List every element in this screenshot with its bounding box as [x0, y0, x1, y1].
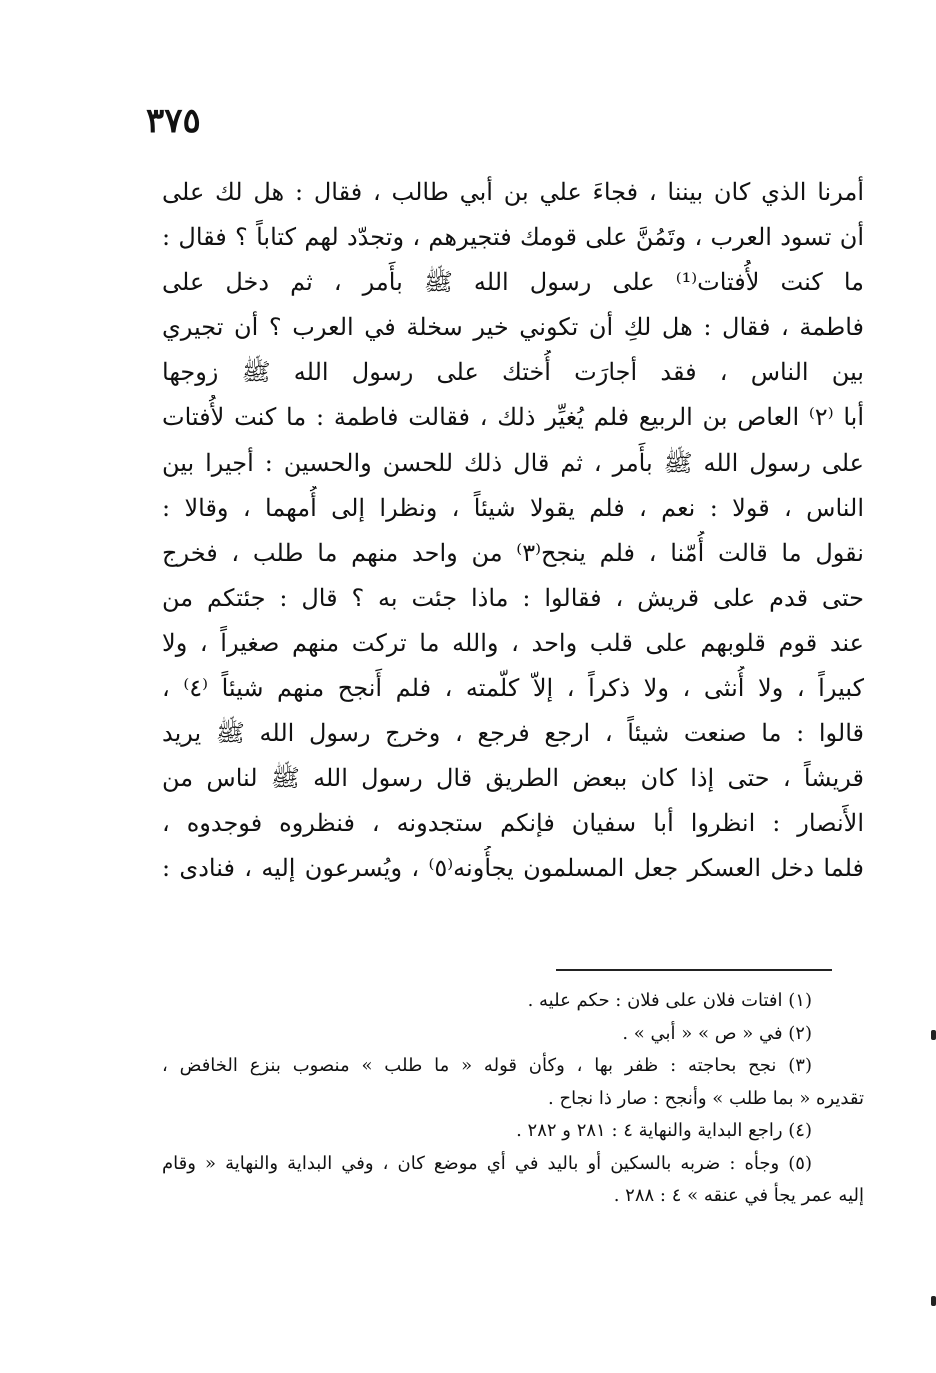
- body-line: الأَنصار : انظروا أبا سفيان فإنكم ستجدونه ، فنظروه فوجدوه ،: [162, 809, 864, 838]
- footnote-3-continued: تقديره « بما طلب » وأنجح : صار ذا نجاح .: [548, 1087, 864, 1109]
- footnote-5: (٥) وجأه : ضربه بالسكين أو باليد في أي موضع كان ، وفي البداية والنهاية « وقام: [162, 1152, 812, 1174]
- footnote-2: (٢) في « ص » « أبي » .: [622, 1022, 812, 1044]
- footnotes: [162, 985, 864, 1213]
- page-number: ٣٧٥: [146, 101, 201, 141]
- body-line: قريشاً ، حتى إذا كان ببعض الطريق قال رسول الله ﷺ لناس من: [162, 764, 864, 793]
- body-line: نقول ما قالت أُمّنا ، فلم ينجح⁽٣⁾ من واحد منهم ما طلب ، فخرج: [162, 538, 864, 567]
- body-line: ما كنت لأُفتات⁽¹⁾ على رسول الله ﷺ بأَمر ، ثم دخل على: [162, 268, 864, 297]
- body-line: أمرنا الذي كان بيننا ، فجاءَ علي بن أبي طالب ، فقال : هل لك على: [162, 178, 864, 206]
- body-line: فاطمة ، فقال : هل لكِ أن تكوني خير سخلة في العرب ؟ أن تجيري: [162, 313, 864, 342]
- footnote-5-continued: إليه عمر يجأ في عنقه » ٤ : ٢٨٨ .: [613, 1185, 864, 1206]
- body-line: أبا ⁽٢⁾ العاص بن الربيع فلم يُغيِّر ذلك ، فقالت فاطمة : ما كنت لأُفتات: [162, 403, 864, 432]
- footnote-1: (١) افتات فلان على فلان : حكم عليه .: [527, 990, 812, 1011]
- main-text: [162, 170, 864, 892]
- body-line: الناس ، قولا : نعم ، فلم يقولا شيئاً ، ونظرا إلى أُمهما ، وقالا :: [162, 493, 864, 522]
- body-line: بين الناس ، فقد أجارَت أُختك على رسول الله ﷺ زوجها: [162, 358, 864, 387]
- scan-edge-mark: [931, 1296, 936, 1306]
- scan-edge-mark: [931, 1030, 936, 1040]
- body-line: أن تسود العرب ، وتَمُنَّ على قومك فتجيرهم ، وتجدّد لهم كتاباً ؟ فقال :: [162, 223, 864, 252]
- body-line: حتى قدم على قريش ، فقالوا : ماذا جئت به ؟ قال : جئتكم من: [162, 583, 864, 612]
- body-line: كبيراً ، ولا أُنثى ، ولا ذكراً ، إلاّ كلّمته ، فلم أَنجح منهم شيئاً ⁽٤⁾ ،: [162, 674, 864, 703]
- footnote-4: (٤) راجع البداية والنهاية ٤ : ٢٨١ و ٢٨٢ .: [516, 1120, 812, 1141]
- body-line: على رسول الله ﷺ بأَمر ، ثم قال ذلك للحسن والحسين : أجيرا بين: [162, 448, 864, 477]
- body-line: فلما دخل العسكر جعل المسلمون يجأُونه⁽٥⁾ ، ويُسرعون إليه ، فنادى :: [162, 854, 864, 883]
- footnote-separator: [556, 969, 832, 971]
- footnote-3: (٣) نجح بحاجته : ظفر بها ، وكأن قوله « ما طلب » منصوب بنزع الخافض ،: [162, 1055, 812, 1076]
- body-line: عند قوم قلوبهم على قلب واحد ، والله ما تركت منهم صغيراً ، ولا: [162, 628, 864, 657]
- body-line: قالوا : ما صنعت شيئاً ، ارجع فرجع ، وخرج رسول الله ﷺ يريد: [162, 719, 864, 748]
